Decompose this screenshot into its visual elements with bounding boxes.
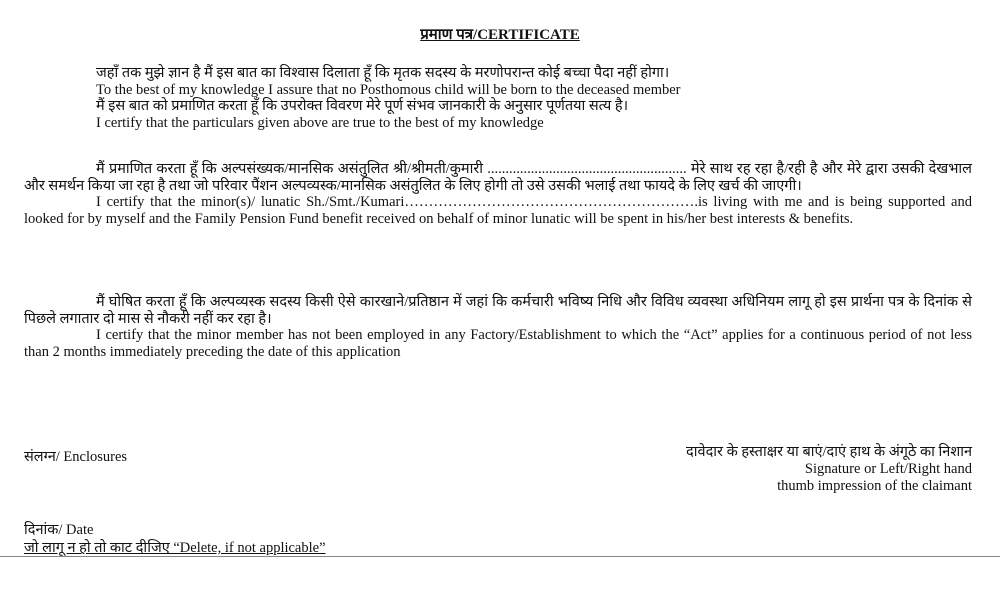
- particulars-hindi: मैं इस बात को प्रमाणित करता हूँ कि उपरोक्त विवरण मेरे पूर्ण संभव जानकारी के अनुसार पूर्णतया सत्य है।: [96, 98, 629, 114]
- signature-hindi: दावेदार के हस्ताक्षर या बाएं/दाएं हाथ के अंगूठे का निशान: [686, 444, 972, 460]
- employment-english: I certify that the minor member has not been employed in any Factory/Establishment to which the “Act” applies for a continuous period of not less than 2 months immediately preceding the date of this application: [24, 327, 972, 360]
- page-title: प्रमाण पत्र/CERTIFICATE: [420, 27, 580, 43]
- minor-lunatic-paragraph: [24, 161, 972, 227]
- minor-lunatic-english: I certify that the minor(s)/ lunatic Sh./Smt./Kumari…………………………………………………….is living with me and is being supported and looked for by myself and the Family Pension Fund benefit received on behalf of minor lunatic will be spent in his/her best interests & benefits.: [24, 194, 972, 227]
- employment-paragraph: [24, 294, 972, 360]
- assurance-hindi: जहाँ तक मुझे ज्ञान है मैं इस बात का विश्वास दिलाता हूँ कि मृतक सदस्य के मरणोपरान्त कोई बच्चा पैदा नहीं होगा।: [96, 65, 670, 81]
- minor-lunatic-hindi: मैं प्रमाणित करता हूँ कि अल्पसंख्यक/मानसिक असंतुलित श्री/श्रीमती/कुमारी ....................................................... मेरे साथ रह रहा है/रही है और मेरे द्वारा उसकी देखभाल और समर्थन किया जा रहा है तथा जो परिवार पैंशन अल्पव्यस्क/मानसिक असंतुलित के लिए होगी तो उसे उसकी भलाई तथा फायदे के लिए खर्च की जाएगी।: [24, 161, 972, 194]
- delete-note: जो लागू न हो तो काट दीजिए “Delete, if not applicable”: [24, 540, 326, 556]
- signature-english-line1: Signature or Left/Right hand: [804, 461, 972, 477]
- particulars-english: I certify that the particulars given above are true to the best of my knowledge: [96, 114, 544, 131]
- assurance-paragraph: [96, 65, 976, 131]
- date-label: दिनांक/ Date: [24, 522, 94, 538]
- bottom-divider: [0, 556, 1000, 557]
- enclosures-label: संलग्न/ Enclosures: [24, 449, 128, 465]
- employment-hindi: मैं घोषित करता हूँ कि अल्पव्यस्क सदस्य किसी ऐसे कारखाने/प्रतिष्ठान में जहां कि कर्मचारी भविष्य निधि और विविध व्यवस्था अधिनियम लागू हो इस प्रार्थना पत्र के दिनांक से पिछले लगातार दो मास से नौकरी नहीं कर रहा है।: [24, 294, 972, 327]
- assurance-english: To the best of my knowledge I assure that no Posthomous child will be born to the deceased member: [96, 81, 681, 98]
- signature-block: [686, 444, 972, 495]
- signature-english-line2: thumb impression of the claimant: [777, 478, 972, 494]
